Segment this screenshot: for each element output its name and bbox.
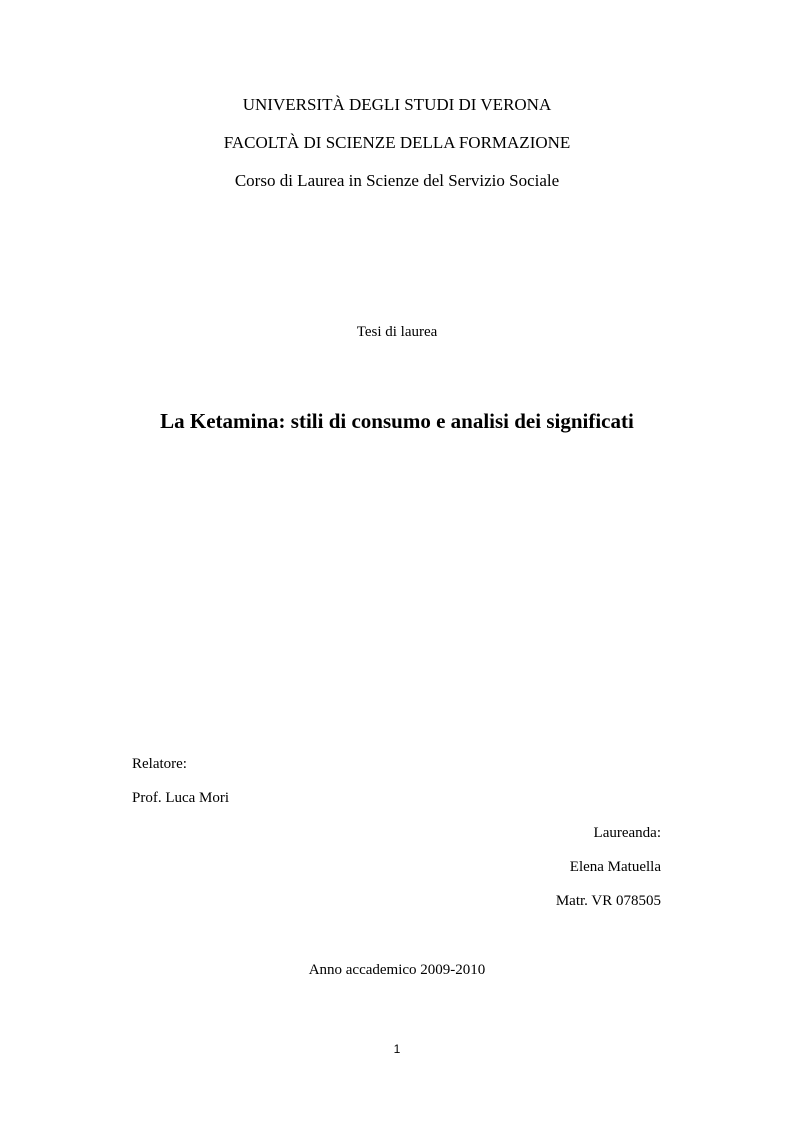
supervisor-label: Relatore: [132, 756, 187, 772]
page-number: 1 [393, 1042, 401, 1056]
academic-year: Anno accademico 2009-2010 [308, 962, 486, 978]
student-label: Laureanda: [593, 825, 661, 841]
faculty-name: FACOLTÀ DI SCIENZE DELLA FORMAZIONE [223, 133, 571, 152]
student-matriculation: Matr. VR 078505 [555, 893, 661, 909]
supervisor-name: Prof. Luca Mori [132, 790, 230, 806]
course-name: Corso di Laurea in Scienze del Servizio Sociale [234, 171, 560, 190]
university-name: UNIVERSITÀ DEGLI STUDI DI VERONA [242, 95, 552, 114]
student-name: Elena Matuella [569, 859, 661, 875]
thesis-title: La Ketamina: stili di consumo e analisi dei significati [160, 409, 634, 433]
thesis-label: Tesi di laurea [356, 324, 438, 340]
